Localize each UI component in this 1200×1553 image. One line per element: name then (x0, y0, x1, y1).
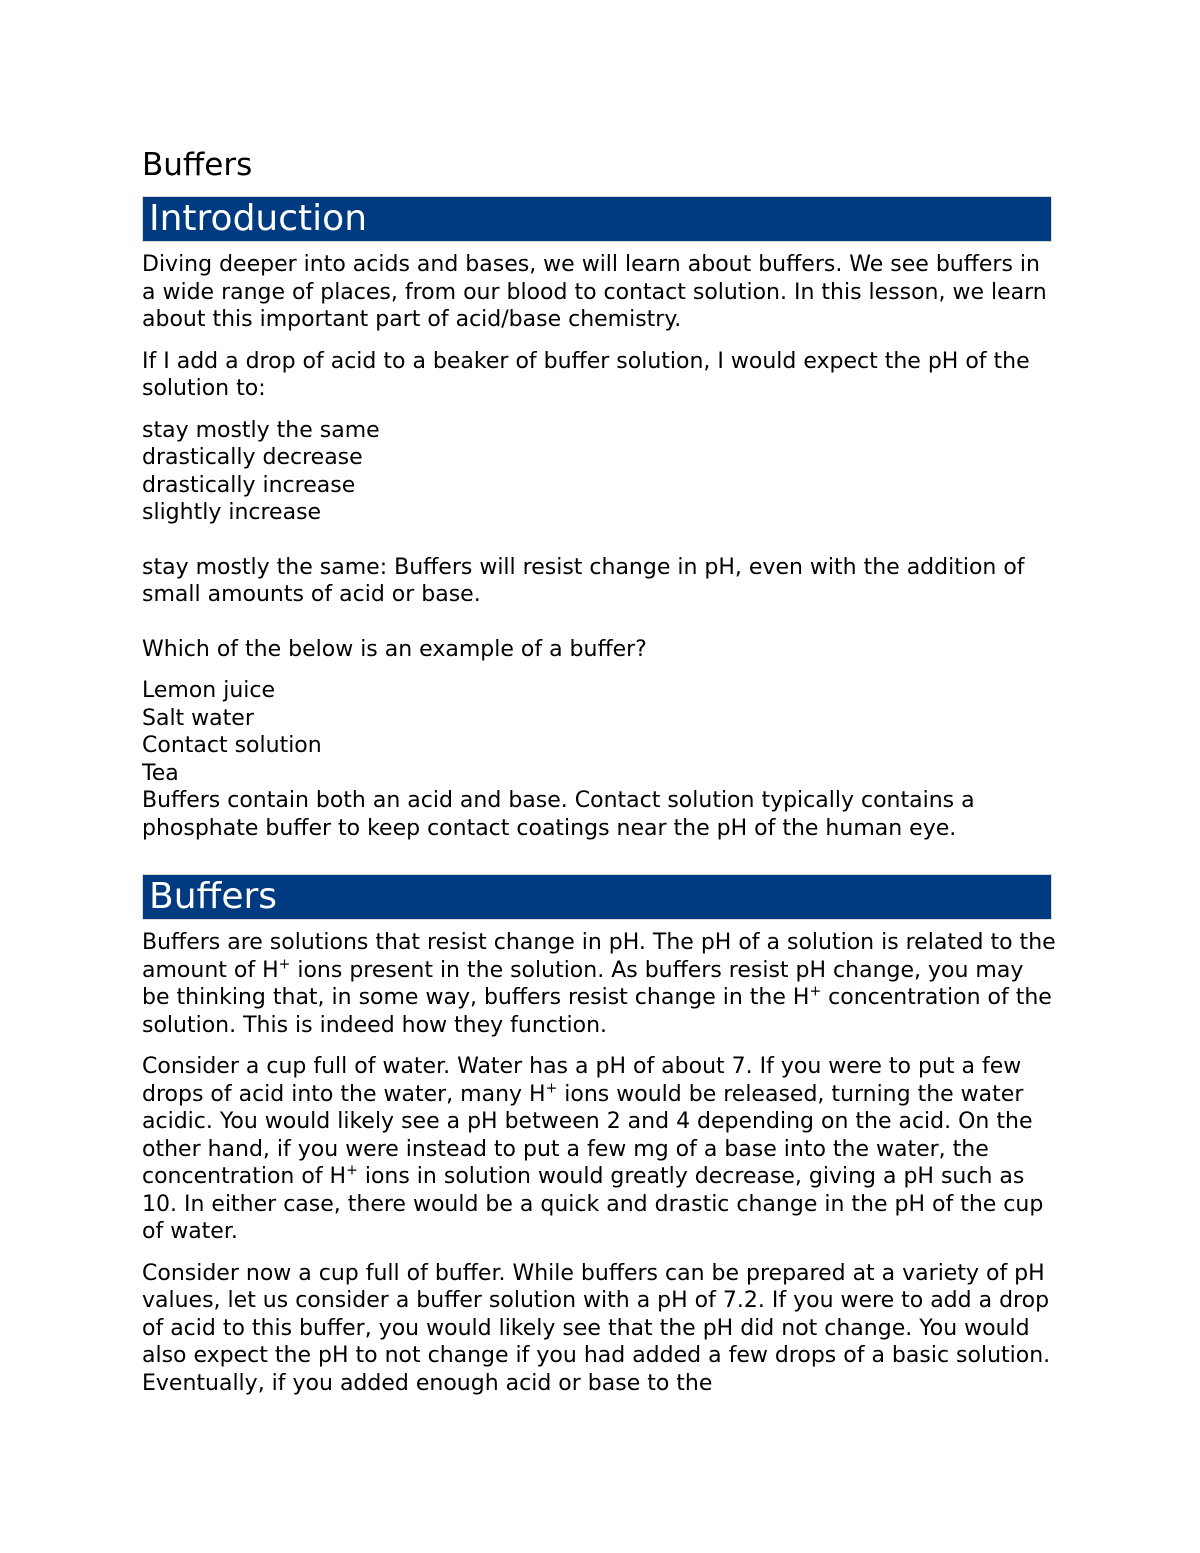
text-run: Buffers are solutions that resist change in pH. The pH of a solution is related to the amount of H (142, 930, 1056, 983)
spacer (142, 527, 1057, 554)
intro-paragraph: Diving deeper into acids and bases, we will learn about buffers. We see buffers in a wide range of places, from our blood to contact solution. In this lesson, we learn about this important part of acid/base chemistry. (142, 252, 1047, 332)
buffers-paragraph-1 (142, 929, 1057, 1039)
option-item: Lemon juice (142, 678, 276, 703)
text-run: ions present in the solution. As buffers resist pH change, you may be thinking that, in some way, buffers resist change in the H (142, 957, 1024, 1010)
option-item: Tea (142, 760, 179, 786)
option-item: Salt water (142, 705, 254, 731)
text-run: concentration of the solution. This is indeed how they function. (142, 985, 1052, 1038)
question-1-options (142, 417, 1057, 527)
superscript-plus: + (278, 956, 291, 973)
option-item: slightly increase (142, 500, 322, 525)
superscript-plus: + (346, 1162, 358, 1179)
text-run: ions in solution would greatly decrease, giving a pH such as 10. In either case, there would be a quick and drastic change in the pH of the cup of water. (142, 1164, 1044, 1244)
section-header-introduction: Introduction (142, 196, 1052, 242)
question-1: If I add a drop of acid to a beaker of buffer solution, I would expect the pH of the solution to: (142, 348, 1030, 401)
option-item: drastically decrease (142, 445, 363, 470)
answer-2: Buffers contain both an acid and base. Contact solution typically contains a phosphate buffer to keep contact coatings near the pH of the human eye. (142, 788, 975, 841)
document-page (142, 140, 1057, 1411)
document-title: Buffers (142, 147, 253, 183)
text-run: ions would be released, turning the water acidic. You would likely see a pH between 2 and 4 depending on the acid. On the other hand, if you were instead to put a few mg of a base into the water, the concentration of H (142, 1081, 1033, 1189)
option-item: Contact solution (142, 733, 322, 758)
question-2-options (142, 677, 1057, 787)
superscript-plus: + (545, 1080, 558, 1097)
text-run: Consider a cup full of water. Water has a pH of about 7. If you were to put a few drops of acid into the water, many H (142, 1054, 1022, 1107)
spacer (142, 609, 1057, 636)
question-2: Which of the below is an example of a buffer? (142, 636, 647, 662)
option-item: drastically increase (142, 472, 356, 498)
answer-1: stay mostly the same: Buffers will resist change in pH, even with the addition of small amounts of acid or base. (142, 554, 1025, 607)
spacer (142, 856, 1057, 874)
buffers-paragraph-2 (142, 1053, 1057, 1246)
superscript-plus: + (809, 983, 822, 1000)
section-header-buffers: Buffers (142, 874, 1052, 920)
buffers-paragraph-3: Consider now a cup full of buffer. While buffers can be prepared at a variety of pH values, let us consider a buffer solution with a pH of 7.2. If you were to add a drop of acid to this buffer, you would likely see that the pH did not change. You would also expect the pH to not change if you had added a few drops of a basic solution. Eventually, if you added enough acid or base to the (142, 1260, 1051, 1396)
option-item: stay mostly the same (142, 417, 380, 443)
